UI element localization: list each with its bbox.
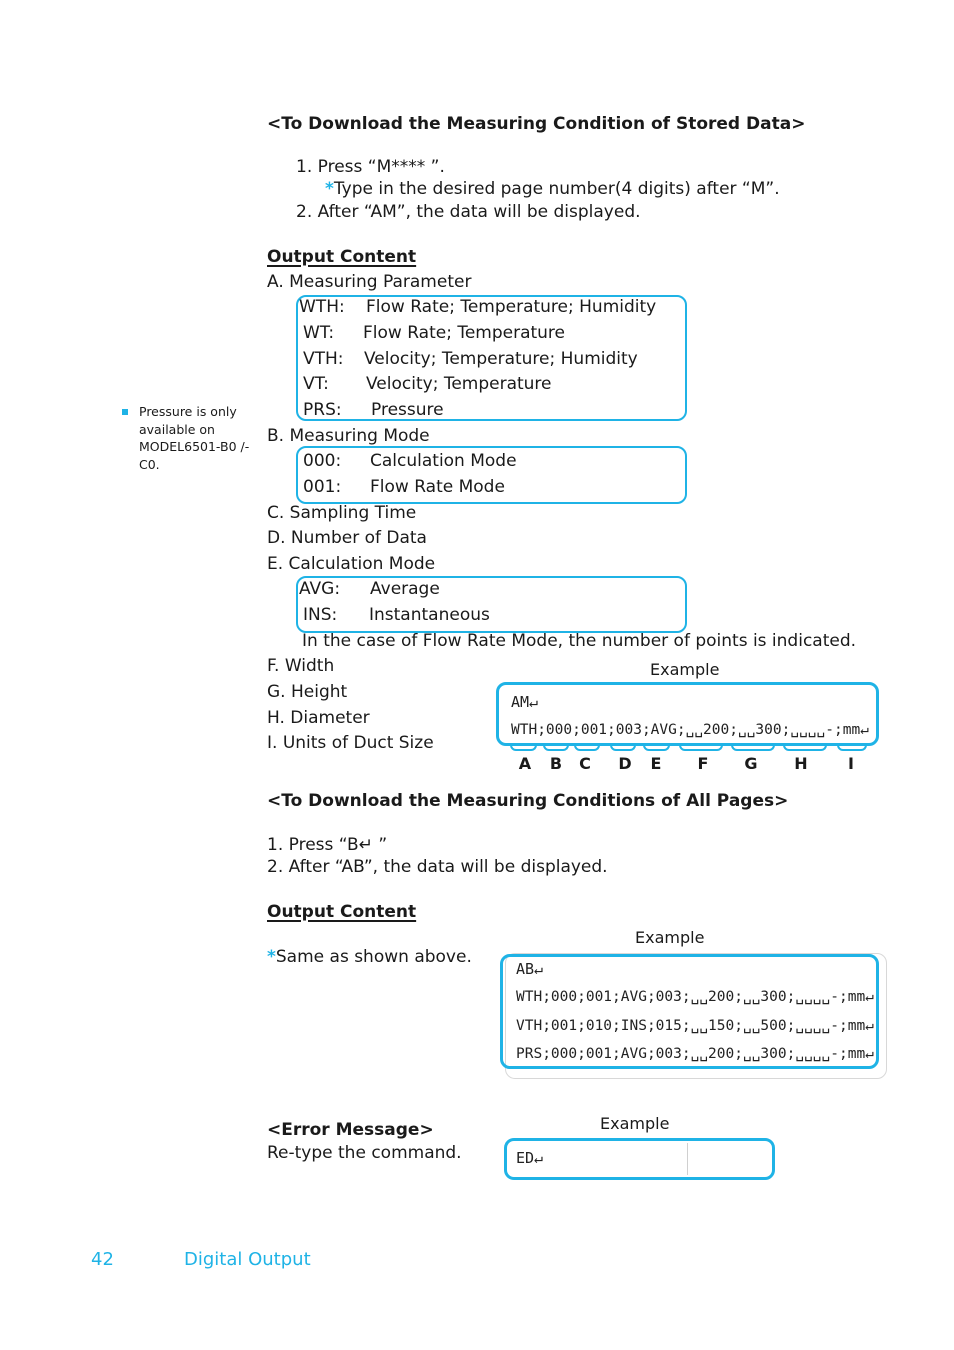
item-f-label: F. Width [267,656,335,676]
item-h-label: H. Diameter [267,708,370,728]
mode-desc: Calculation Mode [370,451,517,471]
letter-i: I [848,754,854,773]
item-e-label: E. Calculation Mode [267,554,436,574]
item-a-label: A. Measuring Parameter [267,272,472,292]
section2-step1: 1. Press “B↵ ” [267,835,388,855]
letter-a: A [518,754,532,773]
letter-f: F [697,754,709,773]
example-label-2: Example [635,928,705,947]
item-i-label: I. Units of Duct Size [267,733,434,753]
sidebar-note: Pressure is only available on MODEL6501-B0 /-C0. [139,404,250,472]
param-code: VT: [303,374,329,394]
same-as-above [267,947,472,967]
param-desc: Velocity; Temperature; Humidity [364,349,638,369]
item-c-label: C. Sampling Time [267,503,417,523]
calc-desc: Instantaneous [369,605,490,625]
letter-d: D [618,754,632,773]
bracket-b [543,745,569,751]
calc-modes-box [296,576,687,633]
param-desc: Flow Rate; Temperature; Humidity [366,297,657,317]
example2-line: PRS;000;001;AVG;003;␣␣200;␣␣300;␣␣␣␣-;mm↵ [516,1046,874,1062]
param-desc: Velocity; Temperature [366,374,552,394]
mode-code: 001: [303,477,342,497]
letter-c: C [579,754,591,773]
example-label-3: Example [600,1114,670,1133]
output-content-heading-2: Output Content [267,902,417,922]
param-desc: Flow Rate; Temperature [363,323,566,343]
calc-code: INS: [303,605,338,625]
bracket-f [679,745,723,751]
example2-line: WTH;000;001;AVG;003;␣␣200;␣␣300;␣␣␣␣-;mm↵ [516,989,874,1005]
section1-heading: <To Download the Measuring Condition of Stored Data> [267,114,806,134]
output-content-heading-1: Output Content [267,247,417,267]
error-heading: <Error Message> [267,1120,434,1140]
param-code: WTH: [299,297,345,317]
note-star: * [325,179,334,199]
same-text: Same as shown above. [275,947,472,967]
param-desc: Pressure [371,400,444,420]
bracket-c [574,745,600,751]
section1-step2: 2. After “AM”, the data will be displayed. [296,202,641,222]
letter-g: G [744,754,758,773]
error-example-line: ED↵ [516,1149,544,1167]
calc-desc: Average [370,579,440,599]
bracket-h [783,745,827,751]
section1-step1-note [325,179,780,199]
same-star: * [267,947,276,967]
param-code: PRS: [303,400,342,420]
footer-section: Digital Output [184,1249,311,1270]
param-code: VTH: [303,349,344,369]
bracket-e [643,745,670,751]
bracket-i [837,745,867,751]
example-box-3 [504,1138,775,1180]
example-label: Example [650,660,720,679]
letter-h: H [794,754,808,773]
letter-e: E [650,754,662,773]
note-text: Type in the desired page number(4 digits) after “M”. [333,179,780,199]
section2-heading: <To Download the Measuring Conditions of All Pages> [267,791,789,811]
calc-code: AVG: [299,579,341,599]
error-text: Re-type the command. [267,1143,462,1163]
example-line: WTH;000;001;003;AVG;␣␣200;␣␣300;␣␣␣␣-;mm↵ [511,722,869,738]
bracket-g [731,745,775,751]
item-b-label: B. Measuring Mode [267,426,430,446]
section2-step2: 2. After “AB”, the data will be displayed. [267,857,608,877]
bullet-square-icon [122,409,128,415]
example-box-3-divider [687,1143,688,1175]
param-code: WT: [303,323,335,343]
mode-desc: Flow Rate Mode [370,477,505,497]
item-g-label: G. Height [267,682,348,702]
section1-step1: 1. Press “M**** ”. [296,157,445,177]
example2-line: VTH;001;010;INS;015;␣␣150;␣␣500;␣␣␣␣-;mm↵ [516,1018,874,1034]
flow-rate-note: In the case of Flow Rate Mode, the number of points is indicated. [302,631,857,651]
bracket-d [610,745,636,751]
bracket-a [510,745,537,751]
example2-line: AB↵ [516,960,544,978]
item-d-label: D. Number of Data [267,528,427,548]
page-number: 42 [91,1249,114,1270]
letter-b: B [549,754,563,773]
example-line: AM↵ [511,693,539,711]
mode-code: 000: [303,451,342,471]
